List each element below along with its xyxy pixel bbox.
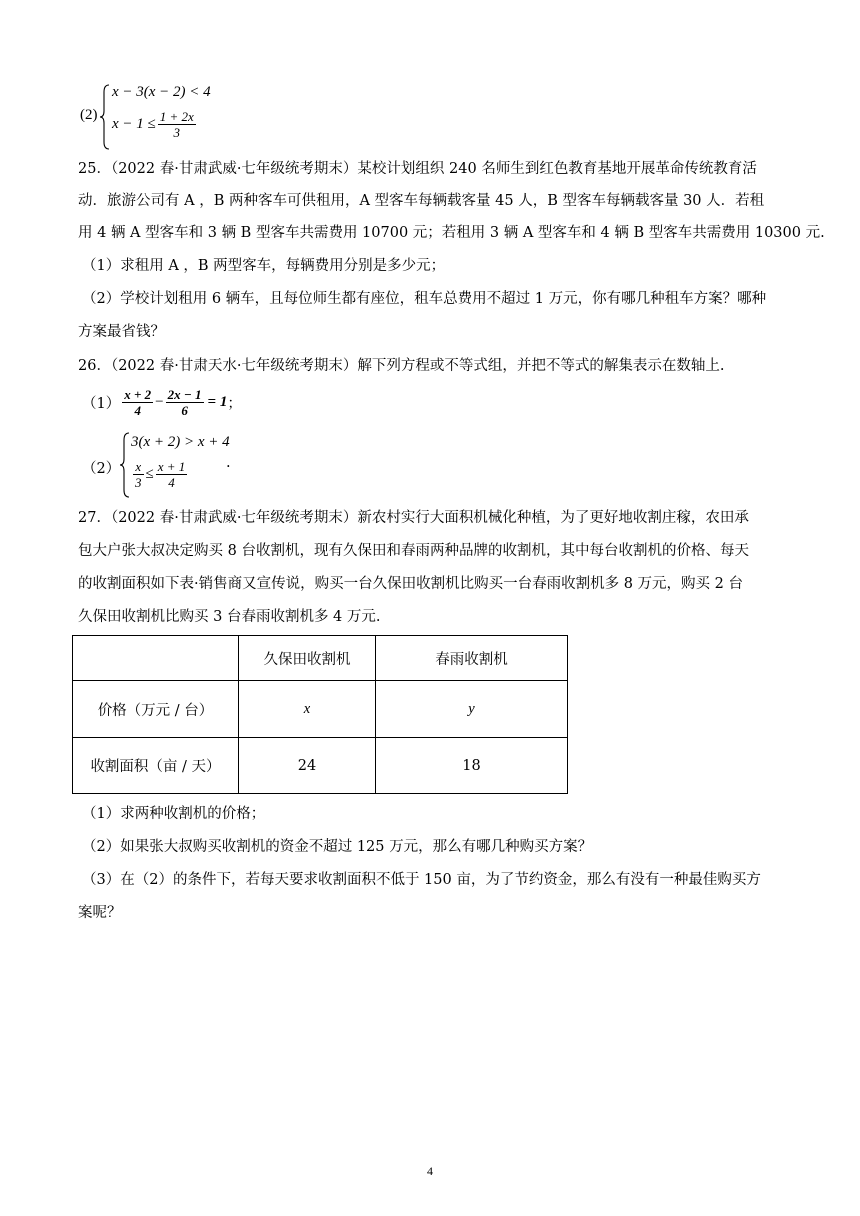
left-brace-icon bbox=[99, 84, 111, 150]
inequality-row-1: x − 3(x − 2) < 4 bbox=[112, 84, 211, 100]
problem-27-sub-2: （2）如果张大叔购买收割机的资金不超过 125 万元，那么有哪几种购买方案？ bbox=[82, 839, 593, 855]
table-cell: 收割面积（亩 / 天） bbox=[73, 738, 239, 794]
table-cell: y bbox=[376, 681, 568, 738]
table-row bbox=[73, 681, 568, 738]
fraction bbox=[133, 459, 144, 490]
less-equal-sign: ≤ bbox=[145, 466, 154, 482]
harvester-table bbox=[72, 635, 568, 794]
left-brace-icon bbox=[119, 432, 131, 498]
problem-25-sub-2-cont: 方案最省钱？ bbox=[78, 324, 165, 340]
part-label: （1） bbox=[82, 395, 121, 412]
part-label: （2） bbox=[82, 461, 121, 477]
fraction-denominator: 3 bbox=[135, 475, 142, 490]
inequality-row-1: 3(x + 2) > x + 4 bbox=[131, 434, 230, 450]
fraction-denominator: 3 bbox=[173, 125, 181, 140]
fraction-denominator: 6 bbox=[181, 402, 188, 418]
fraction-numerator: 2x − 1 bbox=[167, 386, 202, 402]
problem-25-line-2: 动．旅游公司有 A ，B 两种客车可供租用，A 型客车每辆载客量 45 人，B 型客车每辆载客量 30 人．若租 bbox=[78, 193, 765, 209]
table-cell: 18 bbox=[376, 738, 568, 794]
problem-26-stem: 26．（2022 春·甘肃天水·七年级统考期末）解下列方程或不等式组，并把不等式的解集表示在数轴上. bbox=[78, 358, 725, 374]
fraction bbox=[166, 387, 204, 418]
inequality-row-2 bbox=[131, 459, 189, 490]
fraction bbox=[156, 459, 188, 490]
fraction bbox=[158, 109, 196, 140]
table-header-cell: 久保田收割机 bbox=[239, 636, 376, 681]
minus-sign: − bbox=[155, 393, 164, 410]
table-header-row bbox=[73, 636, 568, 681]
fraction-numerator: x + 1 bbox=[157, 459, 186, 474]
problem-25-line-1: 25．（2022 春·甘肃武威·七年级统考期末）某校计划组织 240 名师生到红色教育基地开展革命传统教育活 bbox=[78, 161, 757, 177]
problem-27-sub-3: （3）在（2）的条件下，若每天要求收割面积不低于 150 亩，为了节约资金，那么有没有一种最佳购买方 bbox=[82, 872, 761, 888]
problem-26-part-1 bbox=[82, 382, 242, 422]
table-cell: 价格（万元 / 台） bbox=[73, 681, 239, 738]
part-label: (2) bbox=[80, 107, 98, 123]
table-header-cell bbox=[73, 636, 239, 681]
problem-27-line-1: 27．（2022 春·甘肃武威·七年级统考期末）新农村实行大面积机械化种植，为了更好地收割庄稼，农田承 bbox=[78, 510, 749, 526]
table-row bbox=[73, 738, 568, 794]
fraction-numerator: x bbox=[133, 459, 144, 475]
period: . bbox=[226, 455, 231, 471]
page-number: 4 bbox=[427, 1164, 433, 1178]
problem-27-line-3: 的收割面积如下表·销售商又宣传说，购买一台久保田收割机比购买一台春雨收割机多 8 万元，购买 2 台 bbox=[78, 576, 743, 592]
fraction bbox=[122, 387, 153, 418]
fraction-numerator: x + 2 bbox=[124, 386, 152, 402]
problem-27-sub-3-cont: 案呢？ bbox=[78, 905, 122, 921]
problem-27-line-4: 久保田收割机比购买 3 台春雨收割机多 4 万元. bbox=[78, 609, 381, 625]
fraction-numerator: 1 + 2x bbox=[159, 109, 194, 124]
table-header-cell: 春雨收割机 bbox=[376, 636, 568, 681]
semicolon: ； bbox=[227, 395, 242, 412]
problem-25-sub-1: （1）求租用 A ，B 两型客车，每辆费用分别是多少元； bbox=[82, 258, 446, 274]
row-2-lhs: x − 1 ≤ bbox=[112, 116, 156, 132]
problem-25-line-3: 用 4 辆 A 型客车和 3 辆 B 型客车共需费用 10700 元；若租用 3 辆 A 型客车和 4 辆 B 型客车共需费用 10300 元. bbox=[78, 225, 825, 241]
problem-27-sub-1: （1）求两种收割机的价格； bbox=[82, 806, 266, 822]
fraction-denominator: 4 bbox=[134, 402, 141, 418]
fraction-denominator: 4 bbox=[168, 475, 175, 490]
inequality-row-2 bbox=[112, 109, 198, 140]
problem-25-sub-2: （2）学校计划租用 6 辆车，且每位师生都有座位，租车总费用不超过 1 万元，你有哪几种租车方案？哪种 bbox=[82, 291, 767, 307]
table-cell: x bbox=[239, 681, 376, 738]
equation-rhs: = 1 bbox=[207, 393, 228, 410]
table-cell: 24 bbox=[239, 738, 376, 794]
problem-27-line-2: 包大户张大叔决定购买 8 台收割机，现有久保田和春雨两种品牌的收割机，其中每台收割机的价格、每天 bbox=[78, 543, 749, 559]
